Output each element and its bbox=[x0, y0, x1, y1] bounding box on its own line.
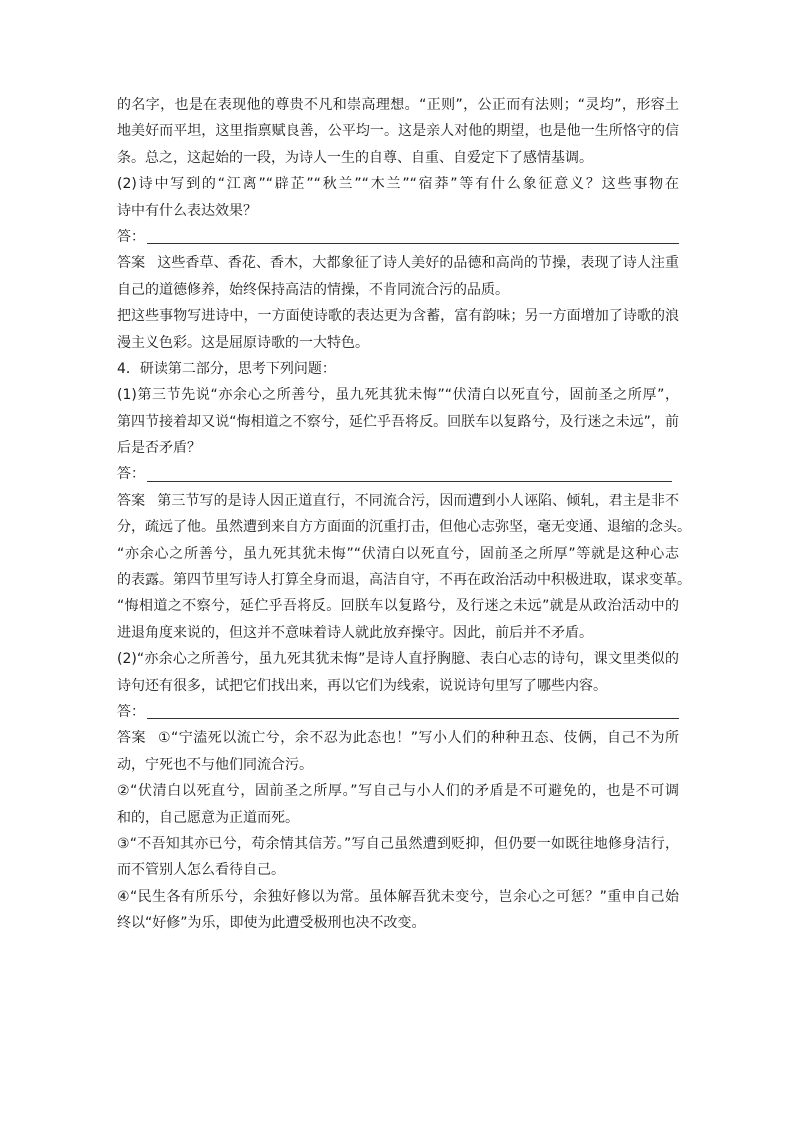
paragraph-line: 的名字，也是在表现他的尊贵不凡和崇高理想。“正则”，公正而有法则；“灵均”，形容土 bbox=[117, 97, 679, 113]
question-2-text: (2)诗中写到的“江离”“辟芷”“秋兰”“木兰”“宿莽”等有什么象征意义？这些事物在 bbox=[117, 176, 679, 193]
answer-4-2-text: ④“民生各有所乐兮，余独好修以为常。虽体解吾犹未变兮，岂余心之可惩？”重申自己始 bbox=[117, 888, 679, 905]
question-4-1-text: 第四节接着却又说“悔相道之不察兮，延伫乎吾将反。回朕车以复路兮，及行迷之未远”，前 bbox=[117, 413, 679, 430]
answer-4-2-text bbox=[117, 725, 679, 751]
answer-label: 答： bbox=[117, 228, 145, 245]
paragraph-line: 地美好而平坦，这里指禀赋良善，公平均一。这是亲人对他的期望，也是他一生所恪守的信 bbox=[117, 123, 679, 140]
question-4-2-text: 诗句还有很多，试把它们找出来，再以它们为线索，说说诗句里写了哪些内容。 bbox=[117, 677, 607, 694]
answer-4-1-text bbox=[117, 488, 679, 514]
section-4-heading: 4．研读第二部分，思考下列问题： bbox=[117, 360, 336, 377]
answer-4-1-text: “亦余心之所善兮，虽九死其犹未悔”“伏清白以死直兮，固前圣之所厚”等就是这种心志 bbox=[117, 545, 679, 562]
answer-rule-line bbox=[147, 718, 679, 719]
answer-4-2-text: ③“不吾知其亦已兮，苟余情其信芳。”写自己虽然遭到贬抑，但仍要一如既往地修身洁行， bbox=[117, 835, 679, 852]
answer-4-2-text: 动，宁死也不与他们同流合污。 bbox=[117, 756, 313, 773]
answer-2-text: 漫主义色彩。这是屈原诗歌的一大特色。 bbox=[117, 334, 369, 351]
answer-4-2-text: 而不管别人怎么看待自己。 bbox=[117, 862, 285, 879]
answer-tag: 答案 bbox=[117, 255, 146, 272]
question-4-1-text: (1)第三节先说“亦余心之所善兮，虽九死其犹未悔”“伏清白以死直兮，固前圣之所厚”， bbox=[117, 387, 679, 404]
answer-4-1-text: 进退角度来说的，但这并不意味着诗人就此放弃操守。因此，前后并不矛盾。 bbox=[117, 624, 593, 641]
paragraph-line: 条。总之，这起始的一段，为诗人一生的自尊、自重、自爱定下了感情基调。 bbox=[117, 149, 593, 166]
answer-text: 第三节写的是诗人因正道直行，不同流合污，因而遭到小人诬陷、倾轧，君主是非不 bbox=[157, 492, 680, 509]
answer-label: 答： bbox=[117, 703, 145, 720]
answer-4-1-text: 的表露。第四节里写诗人打算全身而退，高洁自守，不再在政治活动中积极进取，谋求变革。 bbox=[117, 572, 691, 589]
answer-4-2-text: ②“伏清白以死直兮，固前圣之所厚。”写自己与小人们的矛盾是不可避免的，也是不可调 bbox=[117, 783, 679, 800]
answer-4-2-text: 和的，自己愿意为正道而死。 bbox=[117, 809, 299, 826]
document-page bbox=[117, 92, 691, 937]
answer-text: 这些香草、香花、香木，大都象征了诗人美好的品德和高尚的节操，表现了诗人注重 bbox=[157, 255, 680, 272]
question-4-2-text: (2)“亦余心之所善兮，虽九死其犹未悔”是诗人直抒胸臆、表白心志的诗句，课文里类似的 bbox=[117, 651, 679, 668]
answer-4-2-text: 终以“好修”为乐，即使为此遭受极刑也决不改变。 bbox=[117, 915, 426, 932]
answer-2-text: 自己的道德修养，始终保持高洁的情操，不肯同流合污的品质。 bbox=[117, 281, 509, 298]
answer-tag: 答案 bbox=[117, 730, 146, 747]
answer-label: 答： bbox=[117, 466, 145, 483]
answer-text: ①“宁溘死以流亡兮，余不忍为此态也！”写小人们的种种丑态、伎俩，自己不为所 bbox=[158, 730, 679, 747]
answer-2-text bbox=[117, 250, 679, 276]
answer-4-1-text: “悔相道之不察兮，延伫乎吾将反。回朕车以复路兮，及行迷之未远”就是从政治活动中的 bbox=[117, 598, 679, 615]
question-2-text: 诗中有什么表达效果？ bbox=[117, 202, 257, 219]
question-4-1-text: 后是否矛盾？ bbox=[117, 440, 201, 457]
answer-blank bbox=[117, 461, 672, 487]
answer-rule-line bbox=[147, 243, 679, 244]
answer-blank bbox=[117, 699, 679, 725]
answer-blank bbox=[117, 224, 679, 250]
answer-tag: 答案 bbox=[117, 492, 146, 509]
answer-4-1-text: 分，疏远了他。虽然遭到来自方方面面的沉重打击，但他心志弥坚，毫无变通、退缩的念头。 bbox=[117, 519, 691, 536]
answer-rule-line bbox=[147, 481, 672, 482]
answer-2-text: 把这些事物写进诗中，一方面使诗歌的表达更为含蓄，富有韵味；另一方面增加了诗歌的浪 bbox=[117, 308, 679, 325]
